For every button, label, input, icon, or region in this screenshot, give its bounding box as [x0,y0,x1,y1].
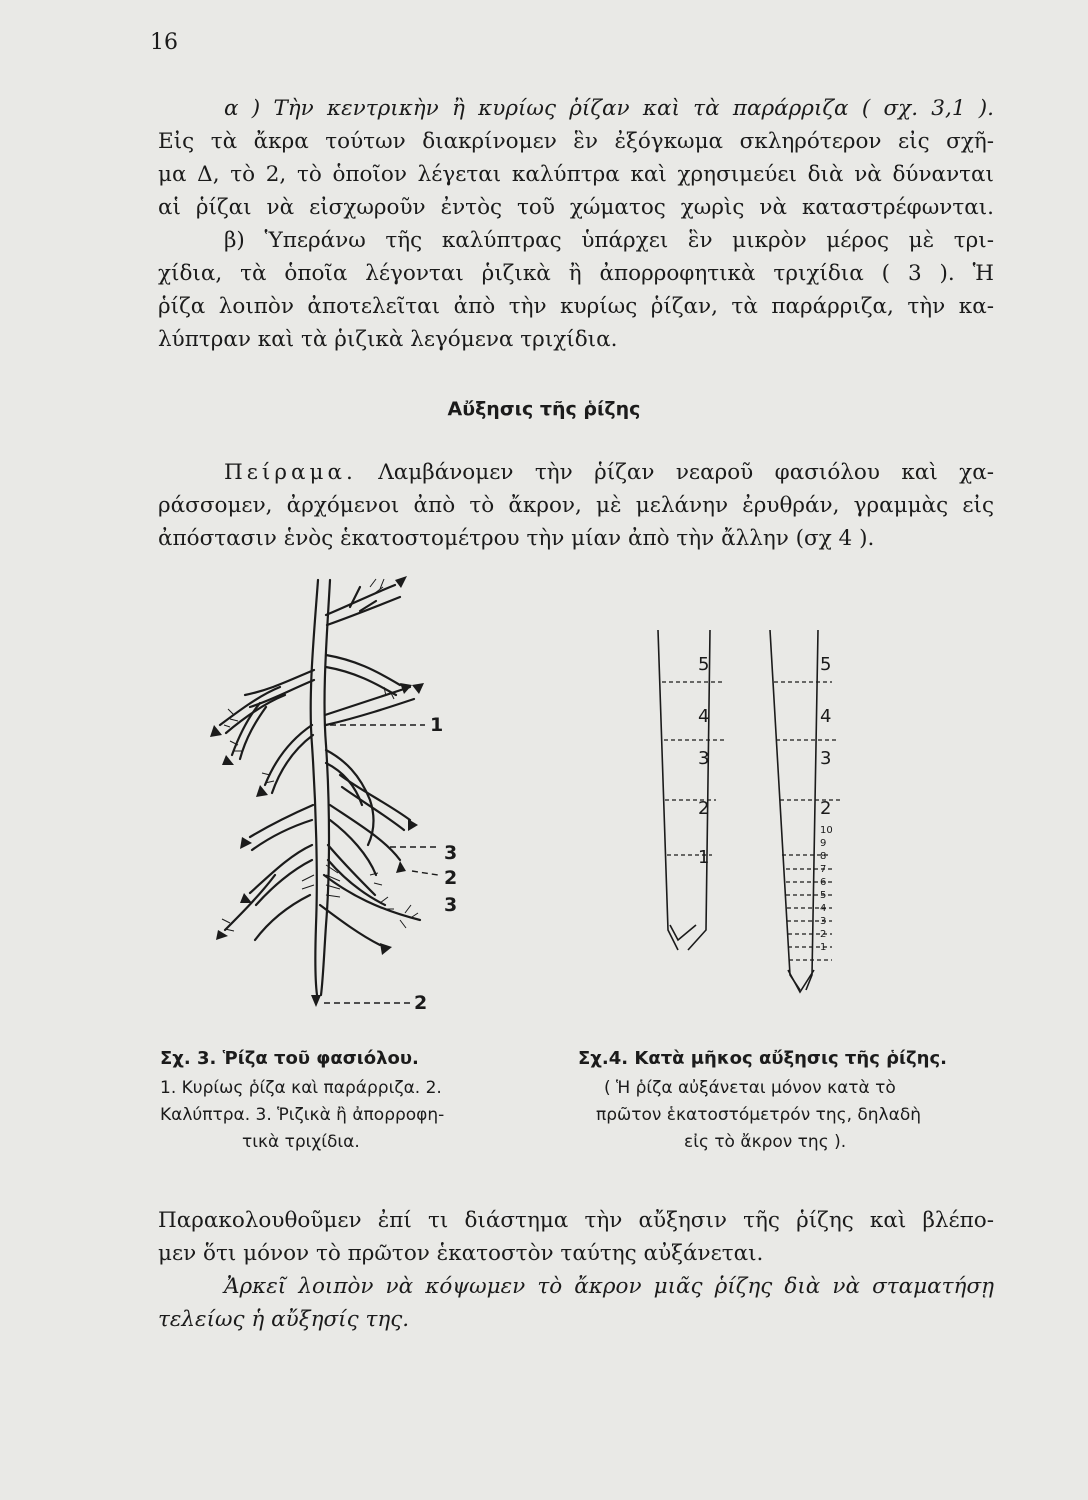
intro-line: Εἰς τὰ ἄκρα τούτων διακρίνομεν ἓν ἐξόγκωμα σκληρότερον εἰς σχῆ- [158,129,994,154]
figure-4-small-label: 4 [820,903,827,914]
intro-line: αἱ ῥίζαι νὰ εἰσχωροῦν ἐντὸς τοῦ χώματος χωρὶς νὰ καταστρέφωνται. [158,195,994,220]
experiment-line: Λαμβάνομεν τὴν ῥίζαν νεαροῦ φασιόλου καὶ χα- [378,460,994,485]
experiment-line: ράσσομεν, ἀρχόμενοι ἀπὸ τὸ ἄκρον, μὲ μελάνην ἐρυθράν, γραμμὰς εἰς [158,493,994,518]
conclusion-paragraph [158,1204,994,1336]
conclusion-line: Παρακολουθοῦμεν ἐπί τι διάστημα τὴν αὔξησιν τῆς ῥίζης καὶ βλέπο- [158,1208,994,1233]
figure-3-label: 2 [444,867,458,889]
intro-line: ῥίζα λοιπὸν ἀποτελεῖται ἀπὸ τὴν κυρίως ῥίζαν, τὰ παράρριζα, τὴν κα- [158,294,994,319]
intro-paragraph [158,92,994,356]
figure-4-small-label: 8 [820,851,827,862]
intro-line: β) Ὑπεράνω τῆς καλύπτρας ὑπάρχει ἓν μικρὸν μέρος μὲ τρι- [224,228,994,253]
figure-4-small-label: 2 [820,929,827,940]
left-root-outline [658,630,710,950]
intro-line: α ) Τὴν κεντρικὴν ἢ κυρίως ῥίζαν καὶ τὰ παράρριζα ( σχ. 3,1 ). [224,96,994,121]
figure-3-caption-title: Σχ. 3. Ῥίζα τοῦ φασιόλου. [160,1048,419,1069]
section-heading: Αὔξησις τῆς ῥίζης [447,398,641,420]
figure-3-label: 2 [414,992,428,1014]
root-tips [210,576,424,1007]
right-root-outline [770,630,818,992]
figure-3-caption-line: τικὰ τριχίδια. [242,1132,360,1152]
figure-4-right-label: 5 [820,654,832,675]
experiment-paragraph [158,456,994,555]
figure-4-small-label: 7 [820,864,827,875]
intro-line: λύπτραν καὶ τὰ ῥιζικὰ λεγόμενα τριχίδια. [158,327,618,352]
figure-3-label: 3 [444,894,458,916]
experiment-label: Πείραμα. [224,460,357,485]
conclusion-italic-line: Ἀρκεῖ λοιπὸν νὰ κόψωμεν τὸ ἄκρον μιᾶς ῥίζης διὰ νὰ σταματήσῃ [224,1274,994,1299]
figure-4-right-label: 4 [820,706,832,727]
intro-line: χίδια, τὰ ὁποῖα λέγονται ῥιζικὰ ἢ ἀπορροφητικὰ τριχίδια ( 3 ). Ἡ [158,261,994,286]
figure-3-root-drawing [190,575,490,1020]
figure-3-caption [160,1048,444,1156]
figure-4-caption [578,1048,947,1156]
figure-4-caption-line: ( Ἡ ῥίζα αὐξάνεται μόνον κατὰ τὸ [604,1078,896,1098]
root-hairs [222,579,418,931]
figure-4-left-label: 2 [698,798,710,819]
figure-4-caption-title: Σχ.4. Κατὰ μῆκος αὔξησις τῆς ῥίζης. [578,1048,947,1069]
experiment-line: ἀπόστασιν ἑνὸς ἑκατοστομέτρου τὴν μίαν ἀπὸ τὴν ἄλλην (σχ 4 ). [158,526,875,551]
figure-4-small-label: 5 [820,890,827,901]
figure-4-left-label: 5 [698,654,710,675]
figure-3-caption-line: Καλύπτρα. 3. Ῥιζικὰ ἢ ἀπορροφη- [160,1105,445,1125]
figure-4-right-label: 3 [820,748,832,769]
figure-4-small-label: 1 [820,942,827,953]
conclusion-line: μεν ὅτι μόνον τὸ πρῶτον ἑκατοστὸν ταύτης αὐξάνεται. [158,1241,764,1266]
figure-4-small-label: 10 [820,825,833,836]
figure-3-caption-line: 1. Κυρίως ῥίζα καὶ παράρριζα. 2. [160,1078,442,1098]
page-number: 16 [150,30,178,55]
figure-4-small-label: 6 [820,877,827,888]
figure-3-label: 1 [430,714,444,736]
intro-line: μα Δ, τὸ 2, τὸ ὁποῖον λέγεται καλύπτρα καὶ χρησιμεύει διὰ νὰ δύνανται [158,162,994,187]
root-stroke [220,580,420,995]
figure-4-left-label: 4 [698,706,710,727]
figure-4-small-label: 3 [820,916,827,927]
figure-4-left-label: 1 [698,847,710,868]
conclusion-italic-line: τελείως ἡ αὔξησίς της. [158,1307,410,1332]
figure-4-small-label: 9 [820,838,827,849]
figure-4-caption-line: πρῶτον ἑκατοστόμετρόν της, δηλαδὴ [596,1105,922,1125]
figure-3-leaders [324,725,438,1003]
figure-4-growth-drawing [640,630,880,1010]
figure-3-label: 3 [444,842,458,864]
figure-4-left-label: 3 [698,748,710,769]
figure-4-caption-line: εἰς τὸ ἄκρον της ). [684,1132,847,1152]
figure-4-right-label: 2 [820,798,832,819]
